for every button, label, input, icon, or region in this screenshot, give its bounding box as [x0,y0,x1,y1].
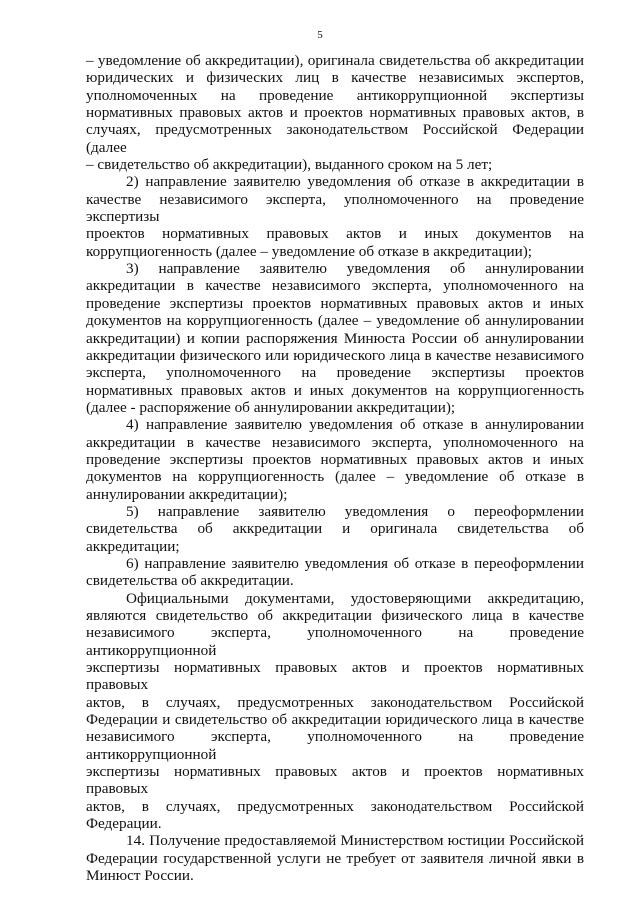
text-line: юридических и физических лиц в качестве независимых экспертов, [86,69,584,87]
text-line: Федерации и свидетельство об аккредитации юридического лица в качестве [86,711,584,729]
text-line: 2) направление заявителю уведомления об отказе в аккредитации в [126,173,584,191]
text-line: 4) направление заявителю уведомления об отказе в аннулировании [126,416,584,434]
text-line: свидетельства об аккредитации. [86,572,294,590]
page-number: 5 [317,29,323,41]
text-line: актов, в случаях, предусмотренных законодательством Российской [86,693,584,711]
text-line: проведение экспертизы проектов нормативных правовых актов и иных [86,450,584,468]
text-line: свидетельства об аккредитации и оригинала свидетельства об аккредитации; [86,520,584,555]
text-line: нормативных правовых актов и проектов нормативных правовых актов, в [86,104,584,122]
text-line: случаях, предусмотренных законодательством Российской Федерации (далее [86,121,584,156]
text-line: Федерации государственной услуги не требует от заявителя личной явки в [86,849,584,867]
text-line: 3) направление заявителю уведомления об аннулировании [126,260,584,278]
text-line: – уведомление об аккредитации), оригинала свидетельства об аккредитации [86,52,584,69]
text-line: 6) направление заявителю уведомления об отказе в переоформлении [126,554,584,572]
text-line: документов на коррупциогенность (далее – уведомление об отказе в [86,468,584,486]
text-line: – свидетельство об аккредитации), выданного сроком на 5 лет; [86,156,493,174]
text-line: независимого эксперта, уполномоченного на проведение антикоррупционной [86,624,584,659]
text-line: Официальными документами, удостоверяющими аккредитацию, [126,589,584,607]
text-line: коррупциогенность (далее – уведомление об отказе в аккредитации); [86,242,532,260]
text-line: экспертизы нормативных правовых актов и проектов нормативных правовых [86,659,584,694]
document-body [86,52,584,885]
text-line: документов на коррупциогенность (далее – уведомление об аннулировании [86,312,584,330]
text-line: аккредитации физического или юридического лица в качестве независимого [86,346,584,364]
text-line: Минюст России. [86,867,194,885]
text-line: эксперта, уполномоченного на проведение экспертизы проектов [86,364,584,382]
text-line: 5) направление заявителю уведомления о переоформлении [126,502,584,520]
text-line: (далее - распоряжение об аннулировании аккредитации); [86,398,456,416]
text-line: нормативных правовых актов и иных документов на коррупциогенность [86,381,584,399]
text-line: актов, в случаях, предусмотренных законодательством Российской [86,797,584,815]
text-line: аккредитации) и копии распоряжения Минюста России об аннулировании [86,329,584,347]
text-line: уполномоченных на проведение антикоррупционной экспертизы [86,86,584,104]
text-line: являются свидетельство об аккредитации физического лица в качестве [86,607,584,624]
text-line: аннулировании аккредитации); [86,485,288,503]
text-line: независимого эксперта, уполномоченного на проведение антикоррупционной [86,728,584,763]
text-line: экспертизы нормативных правовых актов и проектов нормативных правовых [86,763,584,798]
text-line: 14. Получение предоставляемой Министерством юстиции Российской [126,832,584,850]
text-line: аккредитации в качестве независимого эксперта, уполномоченного на [86,277,584,295]
text-line: Федерации. [86,815,162,833]
text-line: проведение экспертизы проектов нормативных правовых актов и иных [86,294,584,312]
text-line: аккредитации в качестве независимого эксперта, уполномоченного на [86,433,584,451]
text-line: проектов нормативных правовых актов и иных документов на [86,225,584,243]
text-line: качестве независимого эксперта, уполномоченного на проведение экспертизы [86,190,584,226]
